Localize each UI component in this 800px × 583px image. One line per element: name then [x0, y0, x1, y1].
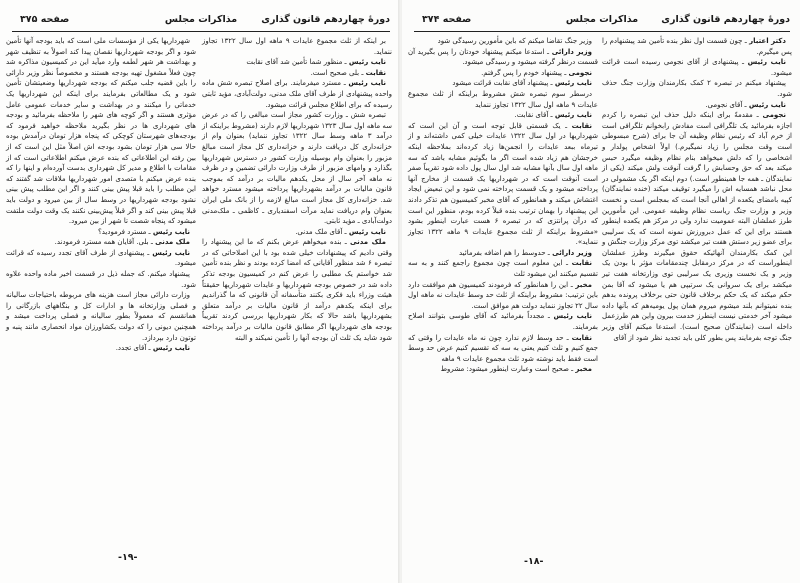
paragraph: نایب رئیس ـ مجدداً بفرمائید که آقای طوسی بتوانند اصلاح بفرمایند.	[408, 312, 598, 332]
paragraph: نقابت ـ بلی صحیح است.	[310, 68, 386, 77]
speaker-name: نقابت	[571, 121, 592, 130]
paragraph-text: پیشنهادی از آقای نجومی رسیده است قرائت میشود.	[602, 58, 792, 77]
paragraph-text: آقای نقابت.	[514, 111, 549, 120]
speaker-name: نایب رئیس	[348, 58, 386, 67]
speaker-name: نایب رئیس	[553, 312, 592, 321]
speaker-name: ملک مدنی	[155, 238, 190, 247]
paragraph	[6, 290, 196, 343]
paragraph: وزیر دارائی ـ استدعا میکنم پیشنهاد خودتان را پس بگیرید آن قسمت درنظر گرفته میشود و رسیدگی میشود.	[408, 47, 598, 67]
speaker-name: نایب رئیس	[152, 248, 190, 257]
paragraph	[202, 110, 392, 227]
speaker-name: وزیر دارائی	[552, 248, 592, 257]
paragraph-text: استدعا میکنم پیشنهاد خودتان را پس بگیرید آن قسمت درنظر گرفته میشود و رسیدگی میشود.	[408, 47, 598, 67]
page-footer-number: -۱۹-	[118, 552, 138, 563]
speaker-name: نایب رئیس	[554, 79, 592, 88]
paragraph-text: پیشنهاد میکنم در تبصره ۲ کمک بکارمندان وزارت جنگ حذف شود.	[602, 79, 792, 98]
text-column-right	[602, 36, 792, 343]
speaker-name: نایب رئیس	[152, 344, 190, 353]
speaker-name: دکتر اعتبار	[749, 37, 786, 45]
paragraph-text: بر اینکه از ثلث مجموع عایدات ۹ ماهه اول سال ۱۳۲۲ تجاوز ننماید.	[202, 37, 392, 56]
speaker-name: نایب رئیس	[748, 100, 786, 109]
paragraph-text: بلی. آقایان همه مسترد فرمودند.	[54, 238, 149, 247]
paragraph: نایب رئیس ـ آقای نقابت.	[514, 111, 592, 120]
paragraph: وزیر دارائی ـ حدوسط را هم اضافه بفرمائید	[458, 248, 592, 257]
paragraph: نقابت ـ یک قسمتی قابل توجه است و آن این است که شهرداریها در اول سال ۱۳۲۲ عایدات خیلی کمی داشته‌اند و از تیرماه ببعد عایدات را انجمن‌ها زیاد کرده‌اند بملاحظه اینکه خرجشان هم زیاد شده است اگر ما بگوئیم مشابه باشد که سه ماهه اول سال بآنها مشابه شد اول سال پول داده شود تقریباً صفر است آنوقت است که در شهرداریها یک قسمت از مخارج آنها پرداخته میشود و یک قسمت پرداخته نمی شود و این تبعیض ایجاد اغتشاش میکند و همانطور که آقای مخبر کمیسیون هم تذکر دادند این پیشنهاد را بهمان ترتیب بنده قبلاً کرده بودم، منظور این است که درآن پرانتزی که در تبصره ۶ هست عبارت اینطور بشود «مشروط براینکه از ثلث مجموع عایدات ۹ ماهه ۱۳۲۲ تجاوز ننماید».	[408, 121, 598, 247]
speaker-name: نایب رئیس	[348, 227, 386, 236]
paragraph: مخبر ـ این را همانطور که فرمودند کمیسیون هم موافقت دارد باین ترتیب: مشروط براینکه از ثلث حد وسط عایدات نه ماهه اول سال ۲۲ تجاوز ننماید دولت هم موافق است.	[408, 280, 598, 310]
speaker-name: نقابت	[571, 259, 592, 268]
paragraph-text: مسترد میفرمایند. برای اصلاح تبصره شش ماده واحده پیشنهادی از طرف آقای ملک مدنی، دولت‌آبادی، مؤید ثابتی رسیده که برای اطلاع مجلس قرائت میشود.	[202, 79, 392, 109]
paragraph-text: مقدمةً برای اینکه دلیل حذف این تبصره را کردم اجازه بفرمائید یک تلگرافی است مفادش رابخوانم تلگرافی است از خرم آباد که رئیس نظام وظیفه آن جا برای (شرح مبسوطی است وقت مجلس را زیاد نمیگیرم.) اولاً اشخاص پولدار و اشخاصی را که دلش میخواهد بنام نظام وظیفه میگیرد حبس میکند بعد که حق وحسابش را گرفت آنوقت ولش میکند (یکی از نمایندگان ـ همه جا همینطور است.) دوم اینکه اگر یک مشمولی در محل نباشد همسایه اش را میگیرد توقیف میکند (خنده نمایندگان) کپیه بامضای یکعده از اهالی آنجا است که بمجلس است و نخست وزیر و وزارت جنگ ریاست نظام وظیفه عمومی. این مأمورین طرز عملشان البته عمومیت ندارد ولی در مرکز هم یکعده اینطور هستند برای این که عمل دبرورزش نمونه است که یک سرلیبی برای عضو زیر دستش هفت تیر میکشد توی مرکز وزارت جنگش و این کمک بکارمندان آنهائیکه حقوق میگیرند وطرز عملشان اینطوراست که در مرکز درمقابل چندمقامات مؤثر با بودن یک وزیر و یک نخست وزیری یک سرلیبی توی وزارتخانه هفت تیر میکشد برای یک سروانی یک سرتیپی هم یا میشود که آقا بمن حکم میکند که یک حکم برخلاف قانون حتی برخلاف پرونده بدهم بنده نمیتوانم بلند میشوم میروم همان پول یومیه‌هم که بآنها داده میشود آخر خدمتی نیست اینطرز خدمت بیرون واین هم طرزعمل داخله است (نمایندگان صحیح است). استدعا میکنم آقای وزیر جنگ توجه بفرمایند پس بطور کلی باید تجدید نظر شود از آقای	[602, 111, 792, 342]
paragraph-text: بنده میخواهم عرض بکنم که ما این پیشنهاد را وقتی دادیم که پیشنهادات خیلی شده بود با این اصلاحاتی که در تبصره ۶ شد منظور آقایانی که امضا کرده بودند و نظر بنده تأمین شد خواستم یک مطلبی را عرض کنم در کمیسیون بودجه تذکر داده شد در خصوص بودجه شهرداریها و عایدات شهرداریها حقیقتاً هیئت وزراء باید فکری بکنند متأسفانه آن قانونی که ما گذراندیم برای اینکه یکدهم درآمد از قانون مالیات بر درآمد متعلق بشهرداریها باشد حالا که بکار شهرداریها بررسی کردند تقریباً بودجه های شهرداریها اگر مطابق قانون مالیات بر درآمد پرداخته شود شاید یک ثلث آن بودجه آنها را تأمین نمیکند و البته	[202, 238, 392, 342]
paragraph-text: این معلوم است چون مجموع راجمع کنند و به سه تقسیم میکنند این میشود ثلث	[408, 259, 598, 279]
speaker-name: وزیر دارائی	[551, 47, 592, 56]
paragraph-text: پیشنهادی از طرف آقای تجدد رسیده که قرائت میشود.	[6, 248, 196, 268]
paragraph-text: درسطر سوم تبصره شش مشروط براینکه از ثلث مجموع عایدات ۹ ماهه اول سال ۱۳۲۲ تجاوز ننماید	[408, 89, 598, 109]
speaker-name: نایب رئیس	[747, 58, 786, 67]
speaker-name: نجومی	[568, 68, 592, 77]
paragraph	[202, 36, 392, 57]
page-header	[414, 12, 790, 32]
paragraph: نجومی ـ مقدمةً برای اینکه دلیل حذف این تبصره را کردم اجازه بفرمائید یک تلگرافی است مفادش رابخوانم تلگرافی است از خرم آباد که رئیس نظام وظیفه آن جا برای (شرح مبسوطی است وقت مجلس را زیاد نمیگیرم.) اولاً اشخاص پولدار و اشخاصی را که دلش میخواهد بنام نظام وظیفه میگیرد حبس میکند بعد که حق وحسابش را گرفت آنوقت ولش میکند (یکی از نمایندگان ـ همه جا همینطور است.) دوم اینکه اگر یک مشمولی در محل نباشد همسایه اش را میگیرد توقیف میکند (خنده نمایندگان) کپیه بامضای یکعده از اهالی آنجا است که بمجلس است و نخست وزیر و وزارت جنگ ریاست نظام وظیفه عمومی. این مأمورین طرز عملشان البته عمومیت ندارد ولی در مرکز هم یکعده اینطور هستند برای این که عمل دبرورزش نمونه است که یک سرلیبی برای عضو زیر دستش هفت تیر میکشد توی مرکز وزارت جنگش و این کمک بکارمندان آنهائیکه حقوق میگیرند وطرز عملشان اینطوراست که در مرکز درمقابل چندمقامات مؤثر با بودن یک وزیر و یک نخست وزیری یک سرلیبی توی وزارتخانه هفت تیر میکشد برای یک سروانی یک سرتیپی هم یا میشود که آقا بمن حکم میکند که یک حکم برخلاف قانون حتی برخلاف پرونده بدهم بنده نمیتوانم بلند میشوم میروم همان پول یومیه‌هم که بآنها داده میشود آخر خدمتی نیست اینطرز خدمت بیرون واین هم طرزعمل داخله است (نمایندگان صحیح است). استدعا میکنم آقای وزیر جنگ توجه بفرمایند پس بطور کلی باید تجدید نظر شود از آقای	[602, 111, 792, 342]
paragraph: نایب رئیس ـ مسترد فرمودید؟	[97, 227, 190, 236]
paragraph-text: حدوسط را هم اضافه بفرمائید	[458, 248, 546, 257]
page-label: صفحه ۳۷۵	[20, 14, 70, 25]
paragraph-text: چون قسمت اول نظر بنده تأمین شد پیشنهادم را پس میگیرم.	[602, 37, 792, 56]
paragraph-text: پیشنهاد میکنم. که جمله ذیل در قسمت اخیر ماده واحده علاوه شود.	[6, 270, 196, 289]
page-footer-number: -۱۸-	[524, 556, 544, 567]
speaker-name: مخبر	[575, 365, 592, 374]
paragraph-text: وزیر جنگ تقاضا میکنم که باین مأمورین رسیدگی شود	[437, 37, 592, 45]
paragraph	[602, 78, 792, 99]
paragraph-text: تبصره شش ـ وزارت کشور مجاز است مبالغی را که در عرض سه ماهه اول سال ۱۳۲۳ شهرداریها لازم دارند (مشروط براینکه از درآمد ۳ ماهه وسط سال ۱۳۲۲ تجاوز ننماید) بعنوان وام از خزانه‌داری کل دریافت دارند و خزانه‌داری کل مجاز است مبالغ مزبور را بعنوان وام بوسیله وزارت کشور در دسترس شهرداریها بگذارد و وامهای مزبور از طرف وزارت دارائی تضمین و در ظرف نه ماهه آخر سال از محل یکدهم مالیات بر درآمد که بموجب قانون مالیات بر درآمد بشهرداریها پرداخته میشود مسترد خواهد شد. خزانه‌داری کل مجاز است مبالغ لازمه را از بانک ملی ایران بعنوان وام دریافت نماید مرآت اسفندیاری ـ کاظمی ـ ملک‌مدنی دولت‌آبادی ـ مؤید ثابتی.	[202, 111, 393, 226]
page-header	[12, 12, 390, 32]
paragraph-text: یک قسمتی قابل توجه است و آن این است که شهرداریها در اول سال ۱۳۲۲ عایدات خیلی کمی داشته‌اند و از تیرماه ببعد عایدات را انجمن‌ها زیاد کرده‌اند بملاحظه اینکه خرجشان هم زیاد شده است اگر ما بگوئیم مشابه باشد که سه ماهه اول سال بآنها مشابه شد اول سال پول داده شود تقریباً صفر است آنوقت است که در شهرداریها یک قسمت از مخارج آنها پرداخته میشود و یک قسمت پرداخته نمی شود و این تبعیض ایجاد اغتشاش میکند و همانطور که آقای مخبر کمیسیون هم تذکر دادند این پیشنهاد را بهمان ترتیب بنده قبلاً کرده بودم، منظور این است که درآن پرانتزی که در تبصره ۶ هست عبارت اینطور بشود «مشروط براینکه از ثلث مجموع عایدات ۹ ماهه ۱۳۲۲ تجاوز ننماید».	[408, 121, 598, 247]
paragraph-text: شهرداریها یکی از مؤسسات ملی است که باید بودجه آنها تأمین شود و اگر بودجه شهرداریها نقصان پیدا کند اصولاً به تنظیف شهر و بهداشت هر شهر لطمه وارد میآید این در کمیسیون مذاکره شد چون فعلاً مشغول تهیه بودجه هستند و مخصوصاً نظر وزیر دارائی را باین قضیه جلب میکنم که بودجه شهرداریها وضعیتشان تأمین شود و یک مطالعاتی بفرمایند برای اینکه این شهرداریها یک خدماتی را میکنند و در بهداشت و سایر خدمات عمومی عامل مؤثری هستند و اگر کوچه های شهر را ملاحظه بفرمائید و بودجه های شهرداری ها در نظر بگیرید ملاحظه خواهید فرمود که بودجه‌های شهرستان کوچکی که پنجاه هزار تومان درآمدش بوده حالا سی هزار تومان بشود بودجه اش اصلاً مثل این است که از بین رفته این اطلاعاتی که بنده عرض میکنم اطلاعاتی است که از مقامات با اطلاع و مدیر کل شهرداری بدست آورده‌ام و اینها را که بنده عرض میکنم با متصدی امور شهرداریها ملاقات شد گفتند که این مطلب را باید قبلا پیش بینی کنند و اگر این مطلب پیش بینی نشود بودجه شهرداریها در وسط سال از بین میرود و دولت باید قبلا پیش بینی کند و اگر قبلاً پیش‌بینی نکنند یک وقت دولت ملتفت میشود که پنجاه شصت تا شهر از بین میرود.	[6, 37, 196, 226]
paragraph-text: آقای تجدد.	[115, 344, 147, 353]
paragraph-text: منظور شما تأمین شد آقای نقابت	[246, 58, 343, 67]
paragraph: نایب رئیس ـ پیشنهاد آقای نقابت قرائت میشود	[452, 79, 592, 88]
paragraph	[6, 36, 196, 227]
speaker-name: ملک مدنی	[350, 238, 386, 247]
paragraph: نقابت ـ حد وسط لازم ندارد چون نه ماه عایدات را وقتی که جمع کنیم و ثلث کنیم یعنی به سه که تقسیم کنیم عرض حد وسط است فقط باید نوشته شود ثلث مجموع عایدات ۹ ماهه	[408, 333, 598, 363]
paragraph: نجومی ـ پیشنهاد خودم را پس گرفتم.	[481, 68, 592, 77]
paragraph-text: حد وسط لازم ندارد چون نه ماه عایدات را وقتی که جمع کنیم و ثلث کنیم یعنی به سه که تقسیم کنیم عرض حد وسط است فقط باید نوشته شود ثلث مجموع عایدات ۹ ماهه	[408, 333, 598, 363]
speaker-name: نقابت	[571, 333, 592, 342]
paragraph: نایب رئیس ـ پیشنهادی از آقای نجومی رسیده است قرائت میشود.	[602, 58, 792, 77]
paragraph-text: صحیح است وعبارت اینطور میشود: مشروط	[440, 365, 569, 374]
paragraph-text: مجدداً بفرمائید که آقای طوسی بتوانند اصلاح بفرمایند.	[408, 312, 598, 332]
speaker-name: نایب رئیس	[348, 79, 386, 88]
session-title: دورهٔ چهاردهم قانون گذاری	[661, 14, 790, 25]
paragraph: نقابت ـ این معلوم است چون مجموع راجمع کنند و به سه تقسیم میکنند این میشود ثلث	[408, 259, 598, 279]
paragraph: نایب رئیس ـ آقای نجومی.	[705, 100, 786, 109]
speaker-name: نایب رئیس	[554, 111, 592, 120]
paragraph-text: پیشنهاد خودم را پس گرفتم.	[481, 68, 562, 77]
paragraph: نایب رئیس ـ مسترد میفرمایند. برای اصلاح تبصره شش ماده واحده پیشنهادی از طرف آقای ملک مدنی، دولت‌آبادی، مؤید ثابتی رسیده که برای اطلاع مجلس قرائت میشود.	[202, 79, 392, 109]
page-label: صفحه ۳۷۴	[422, 14, 472, 25]
paragraph: نایب رئیس ـ آقای ملک مدنی.	[295, 227, 386, 236]
speaker-name: نقابت	[365, 68, 386, 77]
text-column-left	[408, 36, 598, 375]
speaker-name: مخبر	[575, 280, 592, 289]
paragraph-text: پیشنهاد آقای نقابت قرائت میشود	[452, 79, 549, 88]
paragraph	[408, 36, 598, 47]
paragraph: دکتر اعتبار ـ چون قسمت اول نظر بنده تأمین شد پیشنهادم را پس میگیرم.	[602, 37, 792, 56]
page-374	[402, 0, 800, 583]
paragraph	[6, 269, 196, 290]
paragraph-text: وزارت دارائی مجاز است هزینه های مربوطه باحتیاجات سالیانه و فصلی وزارتخانه ها و ادارات کل و بنگاههای بازرگانی را همانقسم که معمولاً بطور سالیانه و فصلی پرداخت میشد و همچنین دیونی را که دولت بکشاورزان مواد انحصاری مانند پنبه و توتون دارد بپردازد.	[6, 291, 196, 342]
paragraph-text: مسترد فرمودید؟	[97, 227, 147, 236]
paragraph-text: بلی صحیح است.	[310, 68, 360, 77]
paragraph-text: آقای ملک مدنی.	[295, 227, 343, 236]
publication-title: مذاکرات مجلس	[164, 14, 238, 25]
paragraph: مخبر ـ صحیح است وعبارت اینطور میشود: مشروط	[440, 365, 592, 374]
paragraph: نایب رئیس ـ پیشنهادی از طرف آقای تجدد رسیده که قرائت میشود.	[6, 248, 196, 268]
paragraph	[408, 89, 598, 110]
paragraph: نایب رئیس ـ منظور شما تأمین شد آقای نقابت	[246, 58, 386, 67]
session-title: دورهٔ چهاردهم قانون گذاری	[261, 14, 390, 25]
speaker-name: نجومی	[762, 111, 786, 120]
paragraph-text: این را همانطور که فرمودند کمیسیون هم موافقت دارد باین ترتیب: مشروط براینکه از ثلث حد وسط عایدات نه ماهه اول سال ۲۲ تجاوز ننماید دولت هم موافق است.	[408, 280, 598, 310]
speaker-name: نایب رئیس	[152, 227, 190, 236]
paragraph: نایب رئیس ـ آقای تجدد.	[115, 344, 190, 353]
paragraph: ملک مدنی ـ بلی. آقایان همه مسترد فرمودند.	[54, 238, 190, 247]
paragraph-text: آقای نجومی.	[705, 100, 743, 109]
publication-title: مذاکرات مجلس	[565, 14, 639, 25]
text-column-right	[202, 36, 392, 343]
text-column-left	[6, 36, 196, 354]
paragraph: ملک مدنی ـ بنده میخواهم عرض بکنم که ما این پیشنهاد را وقتی دادیم که پیشنهادات خیلی شده بود با این اصلاحاتی که در تبصره ۶ شد منظور آقایانی که امضا کرده بودند و نظر بنده تأمین شد خواستم یک مطلبی را عرض کنم در کمیسیون بودجه تذکر داده شد در خصوص بودجه شهرداریها و عایدات شهرداریها حقیقتاً هیئت وزراء باید فکری بکنند متأسفانه آن قانونی که ما گذراندیم برای اینکه یکدهم درآمد از قانون مالیات بر درآمد متعلق بشهرداریها باشد حالا که بکار شهرداریها بررسی کردند تقریباً بودجه های شهرداریها اگر مطابق قانون مالیات بر درآمد پرداخته شود شاید یک ثلث آن بودجه آنها را تأمین نمیکند و البته	[202, 238, 392, 342]
